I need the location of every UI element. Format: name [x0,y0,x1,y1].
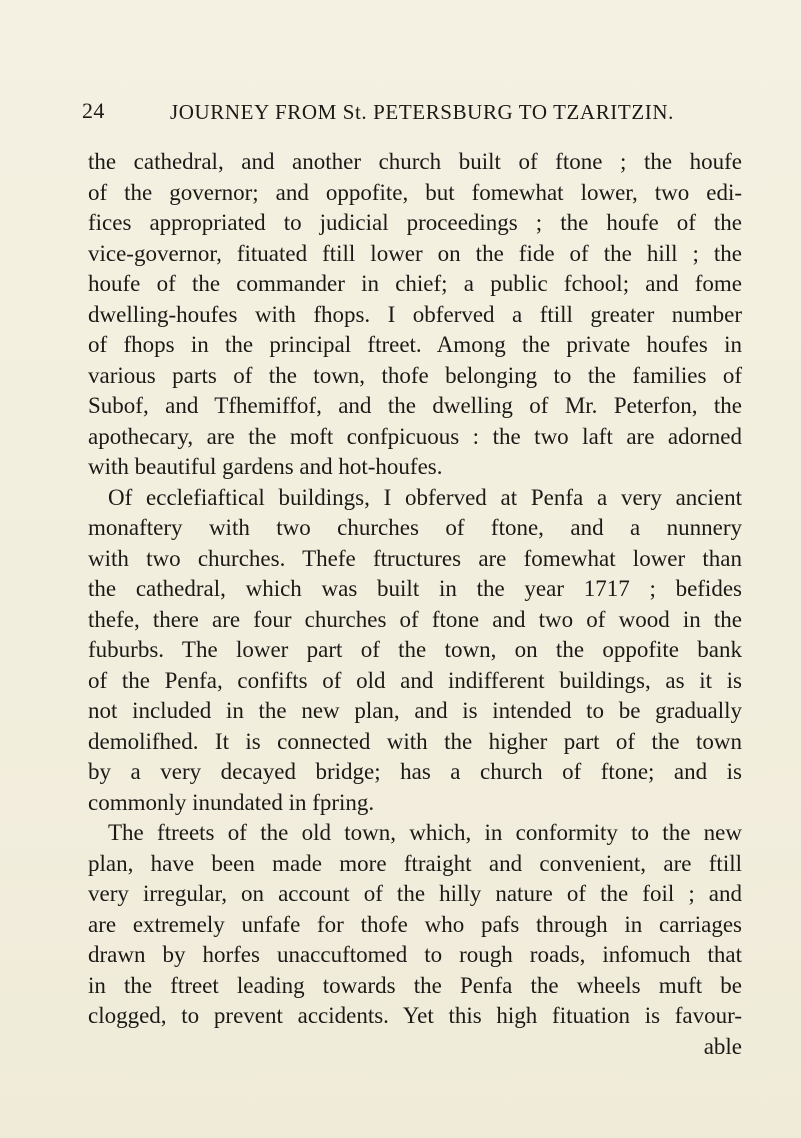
text-line: clogged, to prevent accidents. Yet this high fituation is favour- [88,1003,742,1028]
text-line: in the ftreet leading towards the Penfa the wheels muft be [88,972,742,998]
text-line: dwelling-houfes with fhops. I obferved a ftill greater number [88,301,742,327]
page-number: 24 [82,98,105,123]
text-line: the cathedral, which was built in the year 1717 ; befides [88,576,742,601]
text-line: fices appropriated to judicial proceedings ; the houfe of the [88,210,742,235]
text-line: with two churches. Thefe ftructures are fomewhat lower than [88,545,742,571]
text-line: are extremely unfafe for thofe who pafs through in carriages [88,911,742,937]
text-line: with beautiful gardens and hot-houfes. [88,454,443,479]
body-text [88,147,742,1062]
text-line: various parts of the town, thofe belonging to the families of [88,362,742,388]
text-line: The ftreets of the old town, which, in conformity to the new [108,820,742,845]
text-line: not included in the new plan, and is intended to be gradually [88,698,742,723]
text-line: vice-governor, fituated ftill lower on the fide of the hill ; the [88,240,742,266]
text-line: the cathedral, and another church built of ftone ; the houfe [88,149,742,174]
text-line: houfe of the commander in chief; a public fchool; and fome [88,271,742,296]
text-line: very irregular, on account of the hilly nature of the foil ; and [88,881,742,906]
text-line: thefe, there are four churches of ftone and two of wood in the [88,606,742,632]
text-line: of the Penfa, confifts of old and indifferent buildings, as it is [88,667,742,693]
text-line: drawn by horfes unaccuftomed to rough roads, infomuch that [88,942,742,967]
text-line: fuburbs. The lower part of the town, on the oppofite bank [88,637,742,662]
text-line: of fhops in the principal ftreet. Among the private houfes in [88,332,742,357]
running-head: JOURNEY FROM St. PETERSBURG TO TZARITZIN. [170,100,674,124]
text-line: demolifhed. It is connected with the higher part of the town [88,728,742,754]
text-line: Subof, and Tfhemiffof, and the dwelling of Mr. Peterfon, the [88,393,742,418]
text-line: plan, have been made more ftraight and convenient, are ftill [88,850,742,876]
text-line: Of ecclefiaftical buildings, I obferved at Penfa a very ancient [108,484,742,510]
text-line: monaftery with two churches of ftone, and a nunnery [88,515,742,540]
text-line: commonly inundated in fpring. [88,789,375,815]
page-header [82,96,742,130]
text-line: of the governor; and oppofite, but fomewhat lower, two edi- [88,179,742,205]
text-line: apothecary, are the moft confpicuous : the two laft are adorned [88,423,742,449]
text-line: by a very decayed bridge; has a church of ftone; and is [88,759,742,784]
catchword: able [703,1033,742,1059]
